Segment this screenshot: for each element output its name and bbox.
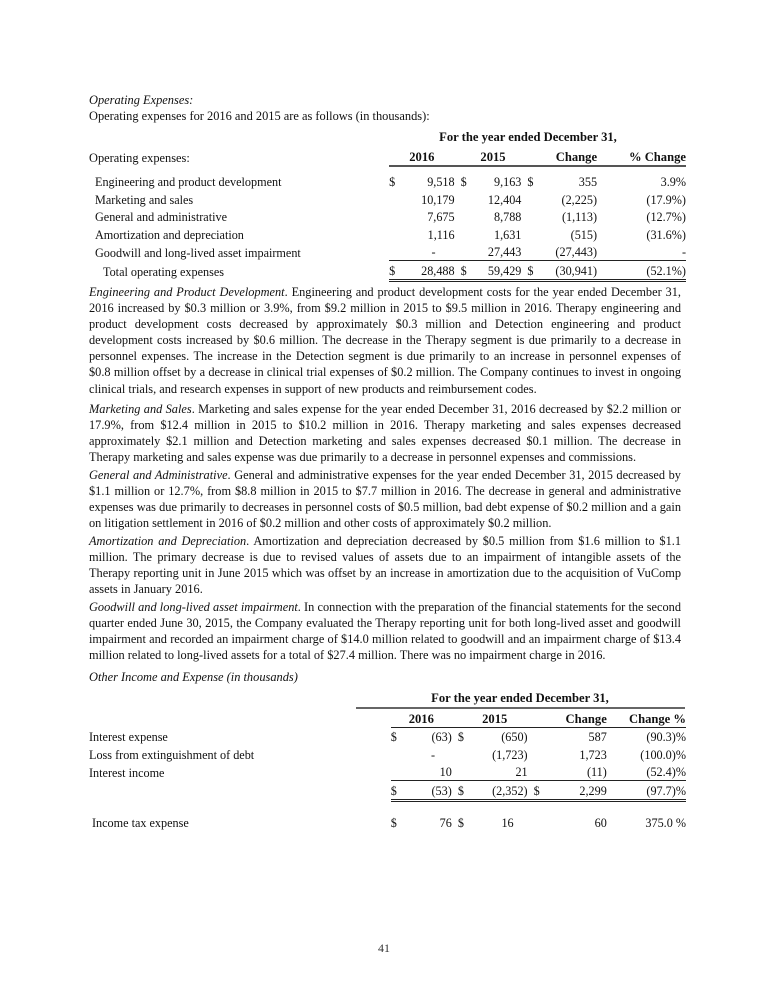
opex-total-row: [89, 261, 686, 281]
value-pct-change: (31.6%): [646, 227, 686, 242]
value-2016: (63): [431, 730, 452, 744]
currency-symbol: [521, 225, 534, 243]
table-row: [89, 190, 686, 208]
value-change: (2,225): [561, 192, 598, 207]
opex-period-header: For the year ended December 31,: [439, 130, 617, 144]
currency-symbol: [528, 727, 542, 745]
value-change: (1,113): [561, 210, 598, 224]
value-2016: 1,116: [427, 227, 455, 242]
paragraph-marketing: [89, 401, 681, 465]
opex-total-2016: 28,488: [402, 261, 454, 281]
row-label: Amortization and depreciation: [95, 227, 244, 242]
currency-symbol: [521, 208, 534, 226]
row-label: Loss from extinguishment of debt: [89, 747, 255, 762]
spacer: [597, 208, 610, 226]
currency-symbol: [455, 190, 468, 208]
currency-symbol: [389, 190, 402, 208]
oie-total-row: [89, 781, 686, 801]
value-change: 587: [588, 730, 607, 744]
other-income-period-header: For the year ended December 31,: [431, 691, 609, 705]
value-change: 355: [578, 175, 598, 189]
currency-symbol: $: [390, 730, 397, 744]
value-pct-change: (17.9%): [646, 192, 686, 207]
currency-symbol: [389, 225, 402, 243]
value-pct-change: (100.0)%: [640, 747, 686, 762]
income-tax-row: [89, 814, 686, 832]
currency-symbol: $: [389, 261, 402, 281]
opex-col-change: Change: [521, 147, 597, 166]
oie-total-change: 2,299: [541, 781, 607, 801]
currency-symbol: $: [460, 175, 467, 189]
oie-col-change: Change: [528, 709, 607, 727]
income-tax-label: Income tax expense: [92, 816, 189, 830]
paragraph-lead: Marketing and Sales: [89, 402, 192, 416]
income-tax-2015: 16: [501, 816, 514, 830]
value-2016: -: [431, 747, 436, 762]
table-row: [89, 208, 686, 226]
operating-expenses-intro: Operating expenses for 2016 and 2015 are as follows (in thousands):: [89, 109, 430, 123]
row-label: General and administrative: [95, 210, 227, 224]
paragraph-lead: Goodwill and long-lived asset impairment: [89, 600, 298, 614]
value-pct-change: (90.3)%: [646, 730, 686, 744]
currency-symbol: [455, 208, 468, 226]
paragraph-body: . Engineering and product development costs for the year ended December 31, 2016 increased by $0.3 million or 3.9%, from $9.2 million in 2015 to $9.5 million in 2016. Therapy engineering and product development costs decreased by approximately $0.3 million and Detection engineering and product development costs increased by $0.6 million. The decrease in the Therapy segment is due primarily to a decrease in personnel expenses. The increase in the Detection segment is due primarily to an increase in personnel expenses of $0.8 million offset by a decrease in clinical trial expenses of $0.2 million. The Company continues to invest in ongoing clinical trials, and research expenses in support of new products and reimbursement codes.: [89, 285, 681, 396]
currency-symbol: [455, 225, 468, 243]
paragraph-body: . General and administrative expenses for the year ended December 31, 2015 decreased by $1.1 million or 12.7%, from $8.8 million in 2015 to $7.7 million in 2016. The decrease in general and administrative expenses was due primarily to decreases in personnel costs of $0.5 million, bad debt expense of $0.2 million and a gain on litigation settlement in 2016 of $0.2 million and other costs of approximately $0.2 million.: [89, 468, 681, 531]
table-row: [89, 745, 686, 763]
value-2015: 8,788: [493, 210, 522, 224]
opex-total-label: Total operating expenses: [103, 265, 224, 279]
operating-expenses-table: [89, 147, 686, 282]
other-income-table: [89, 709, 686, 831]
opex-header-row: [89, 147, 686, 166]
currency-symbol: [452, 763, 466, 781]
currency-symbol: $: [457, 816, 464, 830]
currency-symbol: $: [455, 261, 468, 281]
row-label: Goodwill and long-lived asset impairment: [95, 245, 301, 260]
oie-col-change-pct: Change %: [607, 709, 686, 727]
table-row: [89, 225, 686, 243]
paragraph-body: . In connection with the preparation of the financial statements for the second quarter ended June 30, 2015, the Company evaluated the Therapy reporting unit for both long-lived asset and goodwill impairment and recorded an impairment charge of $14.0 million related to goodwill and an impairment charge of $13.4 million related to long-lived assets for a total of $27.4 million. There was no impairment charge in 2016.: [89, 600, 681, 663]
paragraph-lead: Engineering and Product Development: [89, 285, 285, 299]
row-label: Interest income: [89, 765, 165, 780]
value-pct-change: 3.9%: [660, 175, 686, 189]
value-2016: 10,179: [421, 192, 455, 207]
spacer: [607, 745, 614, 763]
section-title-other-income: Other Income and Expense (in thousands): [89, 670, 298, 684]
oie-total-2016: (53): [404, 781, 451, 801]
currency-symbol: $: [457, 730, 464, 744]
spacer: [607, 727, 614, 745]
value-pct-change: -: [681, 245, 686, 259]
paragraph-lead: General and Administrative: [89, 468, 228, 482]
paragraph-lead: Amortization and Depreciation: [89, 534, 247, 548]
table-row: [89, 727, 686, 745]
currency-symbol: [521, 243, 534, 261]
value-change: (515): [570, 227, 598, 242]
spacer: [597, 190, 610, 208]
paragraph-body: . Amortization and depreciation decreased by $0.5 million from $1.6 million to $1.1 million. The primary decrease is due to revised values of assets due to an impairment of intangible assets of the Therapy reporting unit in June 2015 which was offset by an increase in amortization due to the acquisition of VuComp assets in January 2016.: [89, 534, 681, 597]
value-2015: 12,404: [487, 192, 522, 207]
table-row: [89, 763, 686, 781]
value-2016: 10: [439, 765, 452, 779]
page-number: 41: [378, 941, 390, 955]
oie-total-change-pct: (97.7)%: [614, 781, 686, 801]
opex-total-change: (30,941): [535, 261, 597, 281]
section-title-operating-expenses: Operating Expenses:: [89, 93, 194, 107]
row-label: Marketing and sales: [95, 192, 194, 207]
opex-total-pct-change: (52.1%): [610, 261, 686, 281]
paragraph-engineering: [89, 284, 681, 397]
oie-col-2015: 2015: [452, 709, 528, 727]
currency-symbol: [528, 745, 542, 763]
value-2016: 7,675: [427, 210, 455, 224]
currency-symbol: [528, 763, 542, 781]
value-2015: (1,723): [492, 747, 528, 762]
opex-col-pct-change: % Change: [597, 147, 686, 166]
currency-symbol: [391, 763, 405, 781]
paragraph-goodwill: [89, 599, 681, 663]
currency-symbol: $: [521, 261, 534, 281]
value-pct-change: (52.4)%: [646, 765, 686, 779]
currency-symbol: $: [527, 175, 534, 189]
value-2015: 27,443: [487, 245, 522, 259]
value-change: (11): [586, 765, 607, 779]
value-2015: (650): [501, 730, 528, 744]
currency-symbol: $: [390, 816, 397, 830]
currency-symbol: [521, 190, 534, 208]
value-2016: 9,518: [427, 175, 455, 189]
table-row: [89, 173, 686, 191]
value-2016: -: [431, 245, 436, 259]
row-label: Interest expense: [89, 730, 168, 744]
oie-total-2015: (2,352): [465, 781, 527, 801]
income-tax-change: 60: [594, 816, 607, 830]
value-2015: 21: [515, 765, 528, 779]
value-change: (27,443): [555, 245, 598, 259]
spacer: [597, 243, 610, 261]
currency-symbol: $: [452, 781, 466, 801]
opex-row-label-header: Operating expenses:: [89, 150, 190, 165]
oie-header-row: [89, 709, 686, 727]
currency-symbol: [455, 243, 468, 261]
paragraph-body: . Marketing and sales expense for the year ended December 31, 2016 decreased by $2.2 million or 17.9%, from $12.4 million in 2015 to $10.2 million in 2016. Therapy marketing and sales expenses decreased approximately $2.1 million and Detection marketing and sales expenses decreased $0.1 million. The decrease in Therapy marketing and sales expense was due primarily to a decrease in personnel expenses and commissions.: [89, 402, 681, 465]
paragraph-amortization: [89, 533, 681, 597]
oie-total-label: [89, 781, 391, 801]
row-label: Engineering and product development: [95, 175, 282, 189]
table-row: [89, 243, 686, 261]
spacer: [597, 173, 610, 191]
opex-total-2015: 59,429: [468, 261, 521, 281]
value-2015: 9,163: [493, 175, 522, 189]
opex-col-2016: 2016: [389, 147, 455, 166]
value-2015: 1,631: [493, 227, 522, 242]
currency-symbol: [452, 745, 466, 763]
currency-symbol: $: [528, 781, 542, 801]
income-tax-2016: 76: [439, 816, 452, 830]
value-change: 1,723: [579, 747, 607, 762]
currency-symbol: [391, 745, 405, 763]
value-pct-change: (12.7%): [646, 210, 686, 224]
paragraph-general-admin: [89, 467, 681, 531]
currency-symbol: [389, 208, 402, 226]
spacer: [597, 225, 610, 243]
currency-symbol: $: [389, 175, 396, 189]
oie-col-2016: 2016: [391, 709, 452, 727]
currency-symbol: [389, 243, 402, 261]
spacer: [607, 763, 614, 781]
currency-symbol: $: [391, 781, 405, 801]
income-tax-change-pct: 375.0 %: [645, 816, 686, 830]
opex-col-2015: 2015: [455, 147, 522, 166]
